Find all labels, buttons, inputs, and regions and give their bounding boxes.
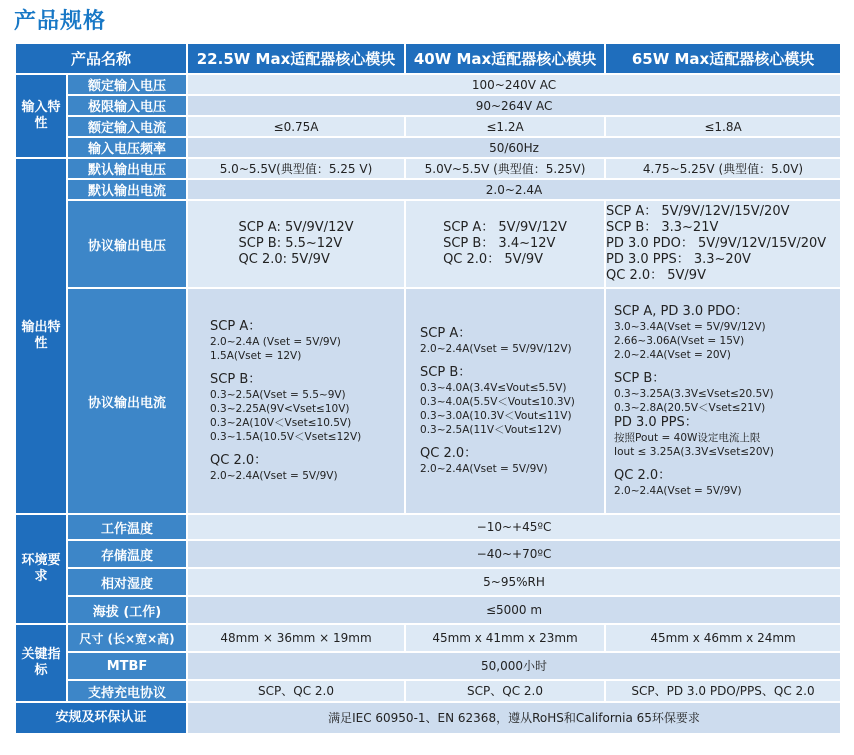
row-value: 50/60Hz: [187, 137, 841, 158]
row-label: 额定输入电流: [67, 116, 187, 137]
table-row: [15, 596, 841, 624]
row-label: 支持充电协议: [67, 680, 187, 702]
row-label: 极限输入电压: [67, 95, 187, 116]
cell-line: QC 2.0：: [614, 468, 672, 483]
group-cert: 安规及环保认证: [15, 702, 187, 734]
row-value: −10~+45ºC: [187, 514, 841, 540]
cell-line: SCP A： 5V/9V/12V: [443, 220, 567, 235]
cell-col2: SCP、QC 2.0: [405, 680, 605, 702]
table-row: [15, 514, 841, 540]
cell-col1: SCP、QC 2.0: [187, 680, 405, 702]
cell-line: 0.3~2.5A(Vset = 5.5~9V): [210, 389, 346, 401]
table-row: [15, 74, 841, 95]
row-label: 尺寸 (长×宽×高): [67, 624, 187, 652]
cell-line: PD 3.0 PPS： 3.3~20V: [606, 252, 751, 267]
cell-line: 0.3~4.0A(3.4V≤Vout≤5.5V): [420, 382, 567, 394]
cell-col3: 4.75~5.25V (典型值：5.0V): [605, 158, 841, 179]
cell-line: 2.0~2.4A(Vset = 20V): [614, 349, 731, 361]
cell-line: 0.3~1.5A(10.5V＜Vset≤12V): [210, 431, 362, 443]
cell-line: Iout ≤ 3.25A(3.3V≤Vset≤20V): [614, 446, 774, 458]
cell-col3: 45mm x 46mm x 24mm: [605, 624, 841, 652]
cell-col1: [187, 200, 405, 288]
table-row: [15, 288, 841, 514]
cell-line: 2.0~2.4A(Vset = 5V/9V): [420, 463, 548, 475]
cell-line: 2.66~3.06A(Vset = 15V): [614, 335, 745, 347]
row-value: 5~95%RH: [187, 568, 841, 596]
cell-line: SCP A, PD 3.0 PDO：: [614, 304, 749, 319]
cell-line: 2.0~2.4A (Vset = 5V/9V): [210, 336, 341, 348]
cell-line: 0.3~2.5A(11V＜Vout≤12V): [420, 424, 562, 436]
cell-col2: [405, 288, 605, 514]
header-row: [15, 43, 841, 74]
row-value: ≤5000 m: [187, 596, 841, 624]
cell-col2: 5.0V~5.5V (典型值：5.25V): [405, 158, 605, 179]
row-label: 存储温度: [67, 540, 187, 568]
row-value: 100~240V AC: [187, 74, 841, 95]
row-label: 工作温度: [67, 514, 187, 540]
cell-col2: 45mm x 41mm x 23mm: [405, 624, 605, 652]
cell-col3: ≤1.8A: [605, 116, 841, 137]
cell-col1: [187, 288, 405, 514]
cell-col3: [605, 288, 841, 514]
cell-col1: 48mm × 36mm × 19mm: [187, 624, 405, 652]
row-label: 相对湿度: [67, 568, 187, 596]
cell-col3: [605, 200, 841, 288]
row-label: 协议输出电压: [67, 200, 187, 288]
table-row: [15, 624, 841, 652]
table-row: [15, 179, 841, 200]
cell-line: QC 2.0：: [210, 453, 268, 468]
cell-line: 0.3~3.25A(3.3V≤Vset≤20.5V): [614, 388, 774, 400]
page-title: 产品规格: [14, 9, 107, 34]
cell-line: 0.3~4.0A(5.5V＜Vout≤10.3V): [420, 396, 575, 408]
table-row: [15, 200, 841, 288]
cell-line: SCP B：: [210, 372, 262, 387]
cell-line: 0.3~2.25A(9V<Vset≤10V): [210, 403, 350, 415]
cell-line: SCP A: 5V/9V/12V: [238, 220, 354, 235]
cell-line: QC 2.0： 5V/9V: [606, 268, 706, 283]
row-value: 90~264V AC: [187, 95, 841, 116]
cell-line: 0.3~3.0A(10.3V＜Vout≤11V): [420, 410, 572, 422]
row-label: 额定输入电压: [67, 74, 187, 95]
cell-line: SCP B： 3.4~12V: [443, 236, 556, 251]
cell-col2: [405, 200, 605, 288]
cell-line: SCP B：: [420, 365, 472, 380]
cell-line: PD 3.0 PDO： 5V/9V/12V/15V/20V: [606, 236, 827, 251]
cell-line: SCP B：: [614, 371, 666, 386]
cell-line: QC 2.0: 5V/9V: [238, 252, 330, 267]
header-col3: 65W Max适配器核心模块: [605, 43, 841, 74]
spec-table: [14, 42, 842, 735]
cell-col1: 5.0~5.5V(典型值：5.25 V): [187, 158, 405, 179]
table-row: [15, 95, 841, 116]
table-row: [15, 680, 841, 702]
cell-line: QC 2.0：: [420, 446, 478, 461]
cell-line: QC 2.0： 5V/9V: [443, 252, 544, 267]
cell-line: 0.3~2A(10V＜Vset≤10.5V): [210, 417, 352, 429]
cell-line: SCP A：: [420, 326, 472, 341]
cell-line: 按照Pout = 40W设定电流上限: [614, 432, 761, 444]
cell-line: SCP A：: [210, 319, 262, 334]
row-label: 输入电压频率: [67, 137, 187, 158]
cell-line: SCP B: 5.5~12V: [238, 236, 343, 251]
table-row: [15, 158, 841, 179]
table-row: [15, 540, 841, 568]
cell-col3: SCP、PD 3.0 PDO/PPS、QC 2.0: [605, 680, 841, 702]
cell-line: 1.5A(Vset = 12V): [210, 350, 302, 362]
cell-line: PD 3.0 PPS：: [614, 415, 698, 430]
table-row: [15, 702, 841, 734]
cell-line: 2.0~2.4A(Vset = 5V/9V): [210, 470, 338, 482]
cell-line: 3.0~3.4A(Vset = 5V/9V/12V): [614, 321, 766, 333]
row-label: 海拔 (工作): [67, 596, 187, 624]
table-row: [15, 137, 841, 158]
group-env: 环境要求: [15, 514, 67, 624]
row-label: 默认输出电压: [67, 158, 187, 179]
row-label: 协议输出电流: [67, 288, 187, 514]
header-name: 产品名称: [15, 43, 187, 74]
row-value: 满足IEC 60950-1、EN 62368，遵从RoHS和California 65环保要求: [187, 702, 841, 734]
cell-line: 2.0~2.4A(Vset = 5V/9V/12V): [420, 343, 572, 355]
group-input: 输入特性: [15, 74, 67, 158]
table-row: [15, 116, 841, 137]
group-output: 输出特性: [15, 158, 67, 514]
header-col1: 22.5W Max适配器核心模块: [187, 43, 405, 74]
cell-col1: ≤0.75A: [187, 116, 405, 137]
cell-line: SCP B： 3.3~21V: [606, 220, 719, 235]
row-value: 2.0~2.4A: [187, 179, 841, 200]
cell-line: SCP A： 5V/9V/12V/15V/20V: [606, 204, 790, 219]
header-col2: 40W Max适配器核心模块: [405, 43, 605, 74]
group-key: 关键指标: [15, 624, 67, 702]
row-label: 默认输出电流: [67, 179, 187, 200]
table-row: [15, 652, 841, 680]
cell-col2: ≤1.2A: [405, 116, 605, 137]
row-label: MTBF: [67, 652, 187, 680]
row-value: −40~+70ºC: [187, 540, 841, 568]
table-row: [15, 568, 841, 596]
cell-line: 2.0~2.4A(Vset = 5V/9V): [614, 485, 742, 497]
row-value: 50,000小时: [187, 652, 841, 680]
cell-line: 0.3~2.8A(20.5V＜Vset≤21V): [614, 402, 766, 414]
